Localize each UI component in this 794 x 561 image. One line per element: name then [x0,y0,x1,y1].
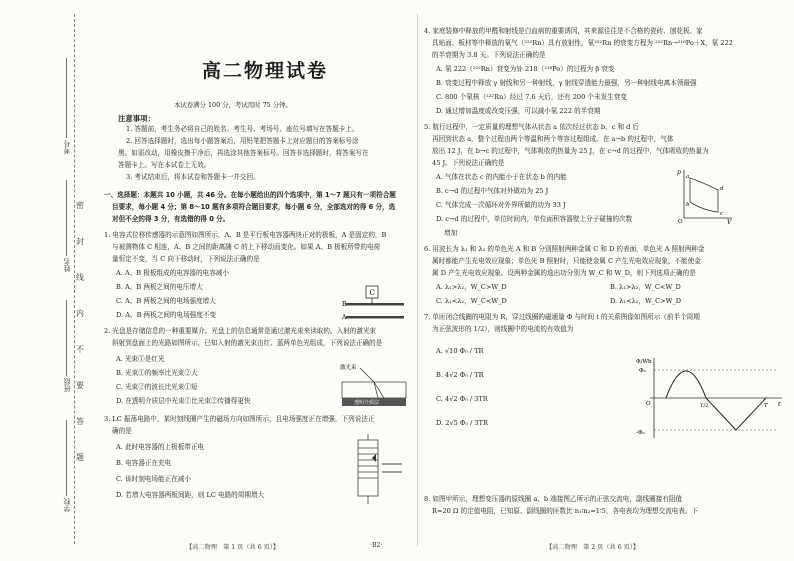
field-exam-number: 考号 [63,140,71,154]
question-4-stem: 的半衰期为 3.8 天。下列说法正确的是 [432,51,546,59]
question-4-option: B. 衰变过程中释放 γ 射线和另一种射线，γ 射线穿透能力最强，另一种射线电离本领最强 [436,79,697,87]
question-4-option: C. 800 个氡核（²²²Rn）经过 7.6 天后，还有 200 个未发生衰变 [436,93,627,101]
field-exam-number-line [66,58,67,138]
notes-heading: 注意事项： [118,114,155,123]
q3-lc-circuit-figure [350,434,406,504]
column-divider [417,14,418,546]
page-title: 高二物理试卷 [201,60,328,82]
q5-label-p: p [677,169,681,176]
question-1-stem: 与被测物体 C 相连，A、B 之间的距离随 C 的上下移动而变化。如果 A、B 极板所带的电荷 [112,243,381,251]
field-school: 学校 [63,498,71,512]
q7-label-period: T [764,403,768,409]
q7-label-phi0: Φ₀ [639,368,646,374]
question-2-stem: 斜射到盘面上的光路如图所示，已知入射的激光束由红、蓝两单色光组成，下列说法正确的是 [112,339,383,347]
question-5-option: A. 气体在状态 c 的内能小于在状态 b 的内能 [436,173,567,181]
q5-cycle-path [690,178,718,212]
question-7-stem: 7. 单匝闭合线圈的电阻为 R，穿过线圈的磁通量 Φ 与时间 t 的关系图像如图所示（前半个周期 [424,313,700,321]
seal-char: 线 [76,273,84,282]
binding-strip [0,0,98,561]
section-instructions: 对但不全的得 3 分，有选错的得 0 分。 [112,215,230,223]
question-4-option: A. 氡 222（²²²Rn）衰变为钋 218（²¹⁸Po）的过程为 β 衰变 [436,65,615,73]
binding-cut-line [74,14,75,544]
q7-label-neg-phi0: -Φ₀ [636,430,645,436]
note-line: 2. 回答选择题时，选出每小题答案后，用铅笔把答题卡上对应题目的答案标号涂 [126,137,359,145]
question-7-option: B. 4√2 Φ₀ / TR [436,371,484,379]
question-1-option: D. A、B 两板之间的电场强度不变 [116,311,217,319]
question-4-option: D. 通过增加温度或改变压强，可以减小氡 222 的半衰期 [436,107,601,115]
q1-plate-b [346,303,404,306]
note-line: 1. 答题前，考生务必将自己的姓名、考生号、考场号、座位号填写在答题卡上。 [126,125,359,133]
question-1-stem: 量恒定不变，当 C 向下移动时，下列说法正确的是 [112,255,260,263]
question-8-stem: R=20 Ω 的定值电阻，已知原、副线圈的匝数比 n₁∶n₂=1∶5，各电表均为理想交流电表。下 [432,507,699,515]
question-6-stem: 6. 用波长为 λ₁ 和 λ₂ 的单色光 A 和 B 分别照射两种金属 C 和 D 的表面，单色光 A 照射两种金 [424,245,705,253]
question-4-stem: 4. 家庭装修中释放的甲醛和射线是白血病的重要诱因，其来源往往是不合格的瓷砖、刨花板、家 [424,27,703,35]
question-8-stem: 8. 如图甲所示，理想变压器的原线圈 a、b 端接图乙所示的正弦交流电，副线圈接有阻值 [424,495,683,503]
q3-field-arrow-icon [372,454,376,462]
q1-label-a: A [342,314,347,321]
question-6-stem: 属 D 产生光电效应现象。设两种金属的逸出功分别为 W_C 和 W_D，则下列选项正确的是 [432,269,696,277]
right-column [424,0,788,561]
question-2-option: A. 光束①是红光 [116,355,165,363]
footer-code: ·B2· [370,542,383,549]
note-line: 答题卡上。写在本试卷上无效。 [118,161,211,169]
field-name: 姓名 [63,258,71,272]
q2-label-beam: 激光束 [340,365,357,371]
question-1-stem: 1. 电容式位移传感器的示意图如图所示，A、B 是平行板电容器两块正对的极板，A 是固定的，B [104,231,387,239]
question-5-stem: 5. 航行过程中，一定质量的理想气体从状态 a 依次经过状态 b、c 和 d 后 [424,123,640,131]
question-3-option: D. 若增大电容器两板间距，则 LC 电路的周期增大 [116,491,265,499]
q5-label-v: V [727,219,732,224]
field-class-line [66,300,67,376]
seal-char: 题 [76,453,84,462]
q7-label-o: O [646,401,651,407]
question-3-option: B. 电容器正在充电 [116,459,172,467]
question-7-option: D. 2√5 Φ₀ / 3TR [436,419,488,427]
question-3-stem: 3. LC 振荡电路中，某时刻线圈产生的磁场方向如图所示，且电场强度正在增强，下列说法正 [104,415,375,423]
question-7-stem: 为正弦波形的 1/2），则线圈中的电流的有效值为 [432,325,574,333]
footer-page-1: 【高二物理 第 1 页（共 6 页）】 [186,544,280,551]
question-2-option: B. 光束①的频率比光束②大 [116,369,198,377]
q7-flux-time-graph [636,354,786,444]
question-6-option: D. λ₁<λ₂，W_C>W_D [610,297,682,305]
footer-page-2: 【高二物理 第 2 页（共 6 页）】 [546,544,640,551]
question-5-stem: 45 J。下列说法正确的是 [432,159,505,167]
seal-char: 封 [76,237,84,246]
question-7-option: C. 4√2 Φ₀ / 3TR [436,395,488,403]
q1-label-b: B [342,301,347,308]
question-6-option: B. λ₁>λ₂，W_C<W_D [610,283,681,291]
q5-pv-diagram [676,166,734,224]
q5-label-d: d [720,186,724,192]
seal-char: 密 [76,201,84,210]
seal-char: 要 [76,381,84,390]
section-instructions: 目要求，每小题 4 分；第 8～10 题有多项符合题目要求，每小题 6 分，全部选对的得 6 分，选 [112,203,396,211]
question-1-option: A. A、B 极板组成的电容器的电容减小 [116,269,229,277]
question-5-option: B. c→d 的过程中气体对外做功为 25 J [436,187,549,195]
question-7-option: A. √10 Φ₀ / TR [436,347,484,355]
seal-char: 内 [76,309,84,318]
field-name-line [66,180,67,256]
question-2-option: D. 在透明介质层中光束①比光束②传播得更快 [116,397,251,405]
q7-label-t: t [778,401,781,408]
q7-label-half-period: T/2 [700,403,709,409]
q2-label-layer: 透明介质层 [354,400,380,406]
q1-capacitor-figure [342,280,408,328]
seal-char: 不 [76,345,84,354]
question-6-option: C. λ₁<λ₂，W_C<W_D [436,297,507,305]
question-3-option: C. 该时刻电场能正在减小 [116,475,191,483]
q7-label-phi: Φ/Wb [636,359,652,365]
q2-optical-disc-figure [338,362,410,410]
question-4-stem: 具贴面、板材等中释放的氡气（²²²Rn）具有放射性，氡²²²Rn 的衰变方程为 ²²²Rn→²¹⁸Po＋X，氡 222 [432,39,733,47]
question-5-option: D. c→d 的过程中，单位时间内，单位面积容器壁上分子碰撞的次数 [436,215,633,223]
q1-plate-a [346,316,404,319]
exam-subtitle: 本试卷满分 100 分，考试用时 75 分钟。 [174,101,292,109]
note-line: 黑。如需改动，用橡皮擦干净后，再选涂其他答案标号。回答非选择题时，将答案写在 [118,149,369,157]
question-2-stem: 2. 光盘是存储信息的一种重要媒介。光盘上的信息通常是通过激光束来读取的。入射的激光束 [104,327,377,335]
question-1-option: B. A、B 两板之间的电压增大 [116,283,203,291]
question-5-stem: 放出 12 J，在 b→c 的过程中，气体吸收的热量为 25 J，在 c→d 的过程中，气体吸收的热量为 [432,147,709,155]
section-instructions: 一、选择题：本题共 10 小题，共 46 分。在每小题给出的四个选项中，第 1～7 题只有一项符合题 [104,191,396,199]
q5-label-b: b [686,202,690,208]
question-6-option: A. λ₁>λ₂，W_C>W_D [436,283,507,291]
q5-label-a: a [686,174,690,180]
seal-char: 答 [76,417,84,426]
question-5-stem: 再回到状态 a，整个过程由两个等温和两个等容过程组成。在 a→b 的过程中，气体 [432,135,674,143]
field-class: 班级 [63,378,71,392]
question-2-option: C. 光束②的波长比光束①短 [116,383,198,391]
question-1-option: C. A、B 两板之间的电场强度增大 [116,297,216,305]
question-6-stem: 属时都能产生光电效应现象；单色光 B 照射时，只能使金属 C 产生光电效应现象，不能使金 [432,257,701,265]
question-3-stem: 确的是 [112,427,132,435]
note-line: 3. 考试结束后，将本试卷和答题卡一并交回。 [126,173,260,181]
q5-label-o: O [678,219,683,224]
q5-label-c: c [720,211,724,217]
question-5-option: 增加 [444,229,458,237]
q2-transparent-layer [342,382,406,398]
question-5-option: C. 气体完成一次循环对外界所做的功为 33 J [436,201,566,209]
q7-flux-curve [666,371,766,430]
field-school-line [66,420,67,496]
q1-label-c: C [369,289,375,297]
q3-coil [358,448,378,478]
question-3-option: A. 此时电容器的上极板带正电 [116,443,205,451]
